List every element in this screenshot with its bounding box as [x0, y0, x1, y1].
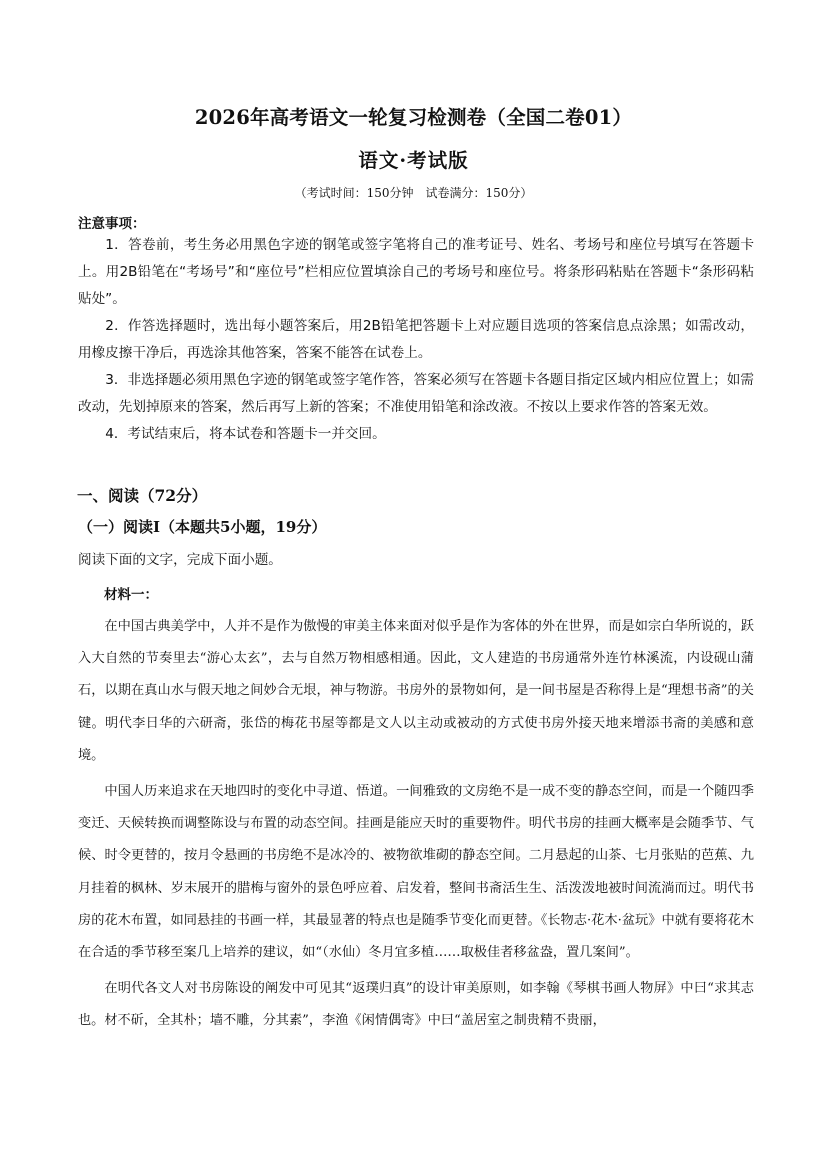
passage-paragraph: 在中国古典美学中，人并不是作为傲慢的审美主体来面对似乎是作为客体的外在世界，而是如宗白华所说的，跃入大自然的节奏里去“游心太玄”，去与自然万物相感相通。因此，文人建造的书房通常外连竹林溪流，内设砚山蒲石，以期在真山水与假天地之间妙合无垠，神与物游。书房外的景物如何，是一间书屋是否称得上是“理想书斋”的关键。明代李日华的六研斋，张岱的梅花书屋等都是文人以主动或被动的方式使书房外接天地来增添书斋的美感和意境。 — [78, 619, 754, 763]
subsection-heading: （一）阅读Ⅰ（本题共5小题，19分） — [78, 518, 327, 536]
notice-list — [78, 232, 754, 448]
notice-heading: 注意事项： — [78, 216, 146, 232]
reading-instruction: 阅读下面的文字，完成下面小题。 — [78, 552, 282, 568]
exam-time-info: （考试时间：150分钟 试卷满分：150分） — [294, 186, 533, 200]
reading-passage — [78, 611, 754, 1038]
passage-paragraph: 在明代各文人对书房陈设的阐发中可见其“返璞归真”的设计审美原则，如李翰《琴棋书画人物屏》中曰“求其志也。材不斫，全其朴；墙不雕，分其素”，李渔《闲情偶寄》中曰“盖居室之制贵精不贵丽， — [78, 981, 754, 1029]
notice-item: 1．答卷前，考生务必用黑色字迹的钢笔或签字笔将自己的准考证号、姓名、考场号和座位号填写在答题卡上。用2B铅笔在“考场号”和“座位号”栏相应位置填涂自己的考场号和座位号。将条形码粘贴在答题卡“条形码粘贴处”。 — [78, 237, 754, 307]
page-title: 2026年高考语文一轮复习检测卷（全国二卷01） — [194, 106, 633, 129]
page-subtitle: 语文·考试版 — [358, 149, 469, 172]
notice-item: 3．非选择题必须用黑色字迹的钢笔或签字笔作答，答案必须写在答题卡各题目指定区域内相应位置上；如需改动，先划掉原来的答案，然后再写上新的答案；不准使用铅笔和涂改液。不按以上要求作答的答案无效。 — [78, 372, 754, 415]
notice-item: 2．作答选择题时，选出每小题答案后，用2B铅笔把答题卡上对应题目选项的答案信息点涂黑；如需改动，用橡皮擦干净后，再选涂其他答案，答案不能答在试卷上。 — [78, 318, 754, 361]
passage-paragraph: 中国人历来追求在天地四时的变化中寻道、悟道。一间雅致的文房绝不是一成不变的静态空间，而是一个随四季变迁、天候转换而调整陈设与布置的动态空间。挂画是能应天时的重要物件。明代书房的挂画大概率是会随季节、气候、时令更替的，按月令悬画的书房绝不是冰冷的、被物欲堆砌的静态空间。二月悬起的山茶、七月张贴的芭蕉、九月挂着的枫林、岁末展开的腊梅与窗外的景色呼应着、启发着，整间书斋活生生、活泼泼地被时间流淌而过。明代书房的花木布置，如同悬挂的书画一样，其最显著的特点也是随季节变化而更替。《长物志·花木·盆玩》中就有要将花木在合适的季节移至案几上培养的建议，如“（水仙）冬月宜多植……取极佳者移盆盎，置几案间”。 — [78, 784, 754, 961]
material-label: 材料一： — [104, 587, 158, 603]
section-heading: 一、阅读（72分） — [77, 486, 208, 505]
notice-item: 4．考试结束后，将本试卷和答题卡一并交回。 — [105, 426, 386, 442]
